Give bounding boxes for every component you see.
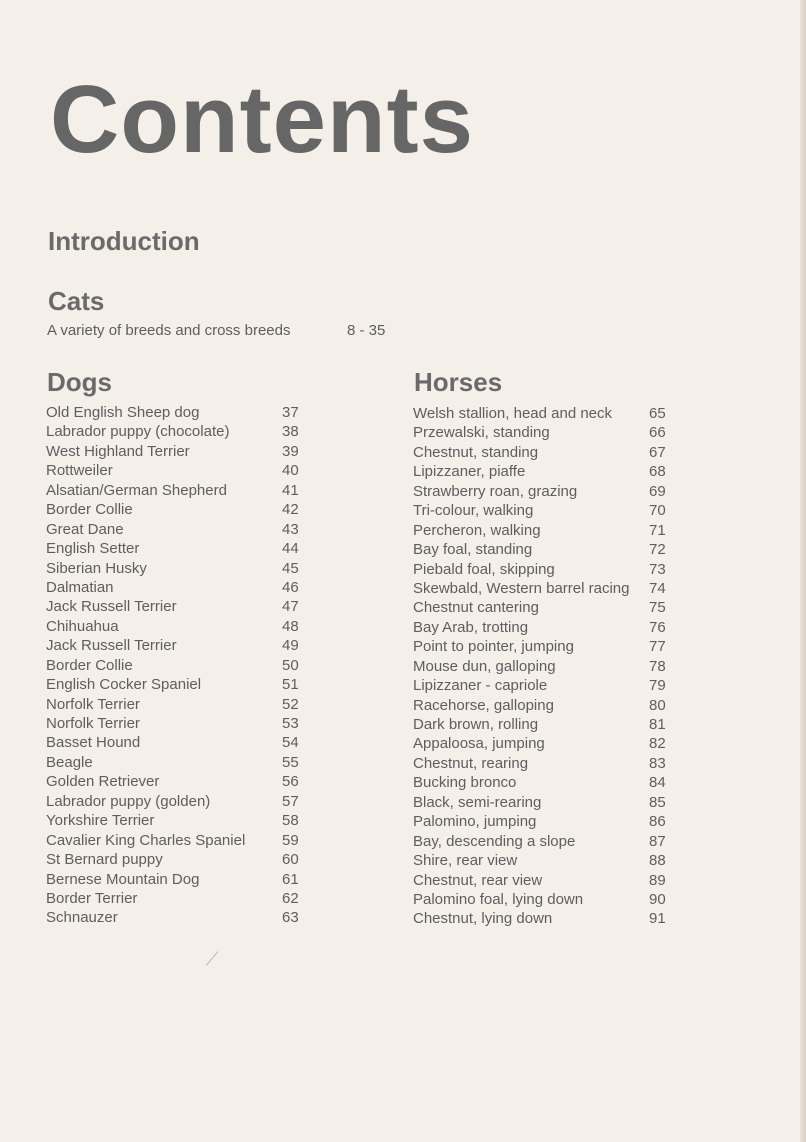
entry-page-number: 79 bbox=[649, 677, 666, 695]
entry-label: Chestnut, standing bbox=[413, 443, 539, 461]
entry-label: Chihuahua bbox=[46, 617, 119, 635]
entry-page-number: 56 bbox=[282, 773, 299, 791]
entry-page-number: 85 bbox=[649, 793, 666, 811]
entry-page-number: 82 bbox=[649, 735, 666, 753]
dogs-entry[interactable] bbox=[46, 714, 306, 733]
entry-page-number: 55 bbox=[282, 753, 299, 771]
entry-label: Yorkshire Terrier bbox=[46, 812, 155, 830]
horses-entry[interactable] bbox=[413, 871, 673, 890]
entry-page-number: 51 bbox=[282, 676, 299, 694]
entry-label: Bucking bronco bbox=[413, 774, 517, 792]
entry-label: Great Dane bbox=[46, 520, 124, 538]
entry-page-number: 37 bbox=[282, 404, 299, 421]
entry-label: St Bernard puppy bbox=[46, 851, 163, 869]
entry-label: Chestnut, rearing bbox=[413, 754, 529, 772]
dogs-entry[interactable] bbox=[46, 733, 306, 752]
entry-page-number: 65 bbox=[649, 405, 666, 422]
dogs-entry[interactable] bbox=[46, 559, 306, 578]
entry-label: Chestnut, rear view bbox=[413, 871, 543, 889]
dogs-heading: Dogs bbox=[47, 367, 112, 397]
horses-entry[interactable] bbox=[413, 618, 673, 637]
horses-entry[interactable] bbox=[413, 404, 673, 423]
horses-entry[interactable] bbox=[413, 715, 673, 734]
entry-label: Siberian Husky bbox=[46, 559, 147, 577]
dogs-entry[interactable] bbox=[46, 753, 306, 772]
entry-label: Cavalier King Charles Spaniel bbox=[46, 831, 246, 849]
entry-page-number: 77 bbox=[649, 638, 666, 656]
entry-label: Shire, rear view bbox=[413, 852, 518, 870]
entry-label: Dalmatian bbox=[46, 578, 114, 596]
pencil-mark bbox=[206, 951, 218, 965]
horses-entry[interactable] bbox=[413, 734, 673, 753]
entry-page-number: 46 bbox=[282, 578, 299, 596]
entry-page-number: 83 bbox=[649, 754, 666, 772]
horses-entry[interactable] bbox=[413, 637, 673, 656]
dogs-entry[interactable] bbox=[46, 422, 306, 441]
entry-label: English Setter bbox=[46, 540, 140, 558]
cats-description: A variety of breeds and cross breeds bbox=[47, 322, 291, 339]
entry-label: Border Collie bbox=[46, 656, 133, 674]
entry-page-number: 71 bbox=[649, 521, 666, 539]
entry-label: Palomino, jumping bbox=[413, 813, 537, 831]
dogs-entry[interactable] bbox=[46, 500, 306, 519]
entry-page-number: 68 bbox=[649, 463, 666, 481]
entry-label: Basset Hound bbox=[46, 734, 141, 752]
entry-label: Przewalski, standing bbox=[413, 424, 550, 442]
horses-entry[interactable] bbox=[413, 443, 673, 462]
entry-page-number: 84 bbox=[649, 774, 666, 792]
entry-page-number: 45 bbox=[282, 559, 299, 577]
entry-label: Labrador puppy (chocolate) bbox=[46, 423, 230, 441]
dogs-entry[interactable] bbox=[46, 656, 306, 675]
entry-page-number: 59 bbox=[282, 831, 299, 849]
entry-page-number: 90 bbox=[649, 890, 666, 908]
entry-label: Palomino foal, lying down bbox=[413, 890, 584, 908]
horses-entry[interactable] bbox=[413, 851, 673, 870]
entry-page-number: 78 bbox=[649, 657, 666, 675]
dogs-list bbox=[46, 403, 306, 928]
entry-label: Percheron, walking bbox=[413, 521, 541, 539]
entry-label: Bernese Mountain Dog bbox=[46, 870, 200, 888]
entry-page-number: 38 bbox=[282, 423, 299, 441]
horses-entry[interactable] bbox=[413, 676, 673, 695]
cats-page-range: 8 - 35 bbox=[347, 322, 386, 339]
entry-page-number: 69 bbox=[649, 482, 666, 500]
entry-label: Black, semi-rearing bbox=[413, 793, 542, 811]
dogs-entry[interactable] bbox=[46, 695, 306, 714]
entry-label: Beagle bbox=[46, 753, 93, 771]
entry-label: Border Collie bbox=[46, 501, 133, 519]
entry-page-number: 43 bbox=[282, 520, 299, 538]
entry-page-number: 86 bbox=[649, 813, 666, 831]
entry-label: Schnauzer bbox=[46, 909, 118, 927]
entry-page-number: 87 bbox=[649, 832, 666, 850]
cats-heading: Cats bbox=[48, 286, 105, 316]
entry-page-number: 88 bbox=[649, 852, 666, 870]
entry-page-number: 44 bbox=[282, 540, 299, 558]
entry-label: Strawberry roan, grazing bbox=[413, 482, 578, 500]
entry-label: Tri-colour, walking bbox=[413, 502, 534, 520]
horses-entry[interactable] bbox=[413, 657, 673, 676]
entry-page-number: 89 bbox=[649, 871, 666, 889]
horses-list bbox=[413, 404, 673, 929]
horses-entry[interactable] bbox=[413, 696, 673, 715]
entry-page-number: 57 bbox=[282, 792, 299, 810]
dogs-entry[interactable] bbox=[46, 403, 306, 422]
entry-page-number: 41 bbox=[282, 481, 299, 499]
entry-label: Old English Sheep dog bbox=[46, 404, 200, 421]
entry-page-number: 52 bbox=[282, 695, 299, 713]
horses-entry[interactable] bbox=[413, 832, 673, 851]
entry-page-number: 70 bbox=[649, 502, 666, 520]
entry-label: Dark brown, rolling bbox=[413, 716, 539, 733]
dogs-entry[interactable] bbox=[46, 889, 306, 908]
entry-page-number: 91 bbox=[649, 910, 666, 928]
entry-page-number: 81 bbox=[649, 716, 666, 733]
entry-label: Alsatian/German Shepherd bbox=[46, 481, 227, 499]
dogs-entry[interactable] bbox=[46, 831, 306, 850]
dogs-entry[interactable] bbox=[46, 811, 306, 830]
entry-label: West Highland Terrier bbox=[46, 442, 190, 460]
entry-page-number: 73 bbox=[649, 560, 666, 578]
entry-page-number: 75 bbox=[649, 599, 666, 617]
introduction-heading[interactable]: Introduction bbox=[48, 226, 200, 256]
horses-entry[interactable] bbox=[413, 909, 673, 928]
dogs-entry[interactable] bbox=[46, 539, 306, 558]
dogs-entry[interactable] bbox=[46, 597, 306, 616]
entry-page-number: 42 bbox=[282, 501, 299, 519]
entry-label: Piebald foal, skipping bbox=[413, 560, 555, 578]
dogs-entry[interactable] bbox=[46, 792, 306, 811]
entry-label: Skewbald, Western barrel racing bbox=[413, 579, 630, 597]
dogs-entry[interactable] bbox=[46, 442, 306, 461]
horses-entry[interactable] bbox=[413, 423, 673, 442]
horses-entry[interactable] bbox=[413, 793, 673, 812]
cats-entry[interactable] bbox=[47, 322, 386, 339]
entry-label: Rottweiler bbox=[46, 462, 113, 480]
entry-page-number: 62 bbox=[282, 889, 299, 907]
horses-entry[interactable] bbox=[413, 560, 673, 579]
page-title: Contents bbox=[50, 66, 474, 173]
entry-label: Lipizzaner, piaffe bbox=[413, 463, 526, 481]
entry-label: Welsh stallion, head and neck bbox=[413, 405, 613, 422]
horses-entry[interactable] bbox=[413, 890, 673, 909]
entry-page-number: 54 bbox=[282, 734, 299, 752]
horses-heading: Horses bbox=[414, 367, 503, 397]
entry-label: Appaloosa, jumping bbox=[413, 735, 545, 753]
entry-label: Norfolk Terrier bbox=[46, 695, 140, 713]
horses-entry[interactable] bbox=[413, 521, 673, 540]
entry-label: Golden Retriever bbox=[46, 773, 160, 791]
dogs-entry[interactable] bbox=[46, 617, 306, 636]
dogs-entry[interactable] bbox=[46, 772, 306, 791]
entry-label: Jack Russell Terrier bbox=[46, 637, 177, 655]
entry-page-number: 76 bbox=[649, 618, 666, 636]
entry-label: Bay, descending a slope bbox=[413, 832, 576, 850]
entry-label: Bay Arab, trotting bbox=[413, 618, 529, 636]
entry-page-number: 49 bbox=[282, 637, 299, 655]
entry-label: Point to pointer, jumping bbox=[413, 638, 574, 656]
horses-entry[interactable] bbox=[413, 540, 673, 559]
entry-page-number: 47 bbox=[282, 598, 299, 616]
dogs-entry[interactable] bbox=[46, 461, 306, 480]
horses-entry[interactable] bbox=[413, 579, 673, 598]
dogs-entry[interactable] bbox=[46, 908, 306, 927]
entry-page-number: 66 bbox=[649, 424, 666, 442]
dogs-entry[interactable] bbox=[46, 675, 306, 694]
entry-page-number: 58 bbox=[282, 812, 299, 830]
page-edge bbox=[800, 0, 806, 1142]
entry-page-number: 48 bbox=[282, 617, 299, 635]
dogs-entry[interactable] bbox=[46, 481, 306, 500]
entry-label: Chestnut, lying down bbox=[413, 910, 553, 928]
entry-page-number: 67 bbox=[649, 443, 666, 461]
entry-page-number: 39 bbox=[282, 442, 299, 460]
entry-page-number: 63 bbox=[282, 909, 299, 927]
entry-label: Jack Russell Terrier bbox=[46, 598, 177, 616]
horses-entry[interactable] bbox=[413, 482, 673, 501]
horses-entry[interactable] bbox=[413, 462, 673, 481]
horses-entry[interactable] bbox=[413, 812, 673, 831]
entry-page-number: 50 bbox=[282, 656, 299, 674]
entry-label: Labrador puppy (golden) bbox=[46, 792, 211, 810]
entry-page-number: 61 bbox=[282, 870, 299, 888]
horses-entry[interactable] bbox=[413, 501, 673, 520]
entry-label: Norfolk Terrier bbox=[46, 715, 140, 732]
entry-label: Chestnut cantering bbox=[413, 599, 539, 617]
dogs-entry[interactable] bbox=[46, 578, 306, 597]
entry-label: Mouse dun, galloping bbox=[413, 657, 556, 675]
horses-entry[interactable] bbox=[413, 598, 673, 617]
dogs-entry[interactable] bbox=[46, 870, 306, 889]
entry-page-number: 40 bbox=[282, 462, 299, 480]
dogs-entry[interactable] bbox=[46, 520, 306, 539]
entry-label: Racehorse, galloping bbox=[413, 696, 554, 714]
entry-page-number: 72 bbox=[649, 541, 666, 559]
entry-page-number: 60 bbox=[282, 851, 299, 869]
entry-label: Bay foal, standing bbox=[413, 541, 533, 559]
entry-page-number: 80 bbox=[649, 696, 666, 714]
entry-page-number: 53 bbox=[282, 715, 299, 732]
horses-entry[interactable] bbox=[413, 773, 673, 792]
entry-label: Lipizzaner - capriole bbox=[413, 677, 548, 695]
horses-entry[interactable] bbox=[413, 754, 673, 773]
dogs-entry[interactable] bbox=[46, 636, 306, 655]
entry-label: English Cocker Spaniel bbox=[46, 676, 202, 694]
entry-label: Border Terrier bbox=[46, 889, 138, 907]
entry-page-number: 74 bbox=[649, 579, 666, 597]
dogs-entry[interactable] bbox=[46, 850, 306, 869]
